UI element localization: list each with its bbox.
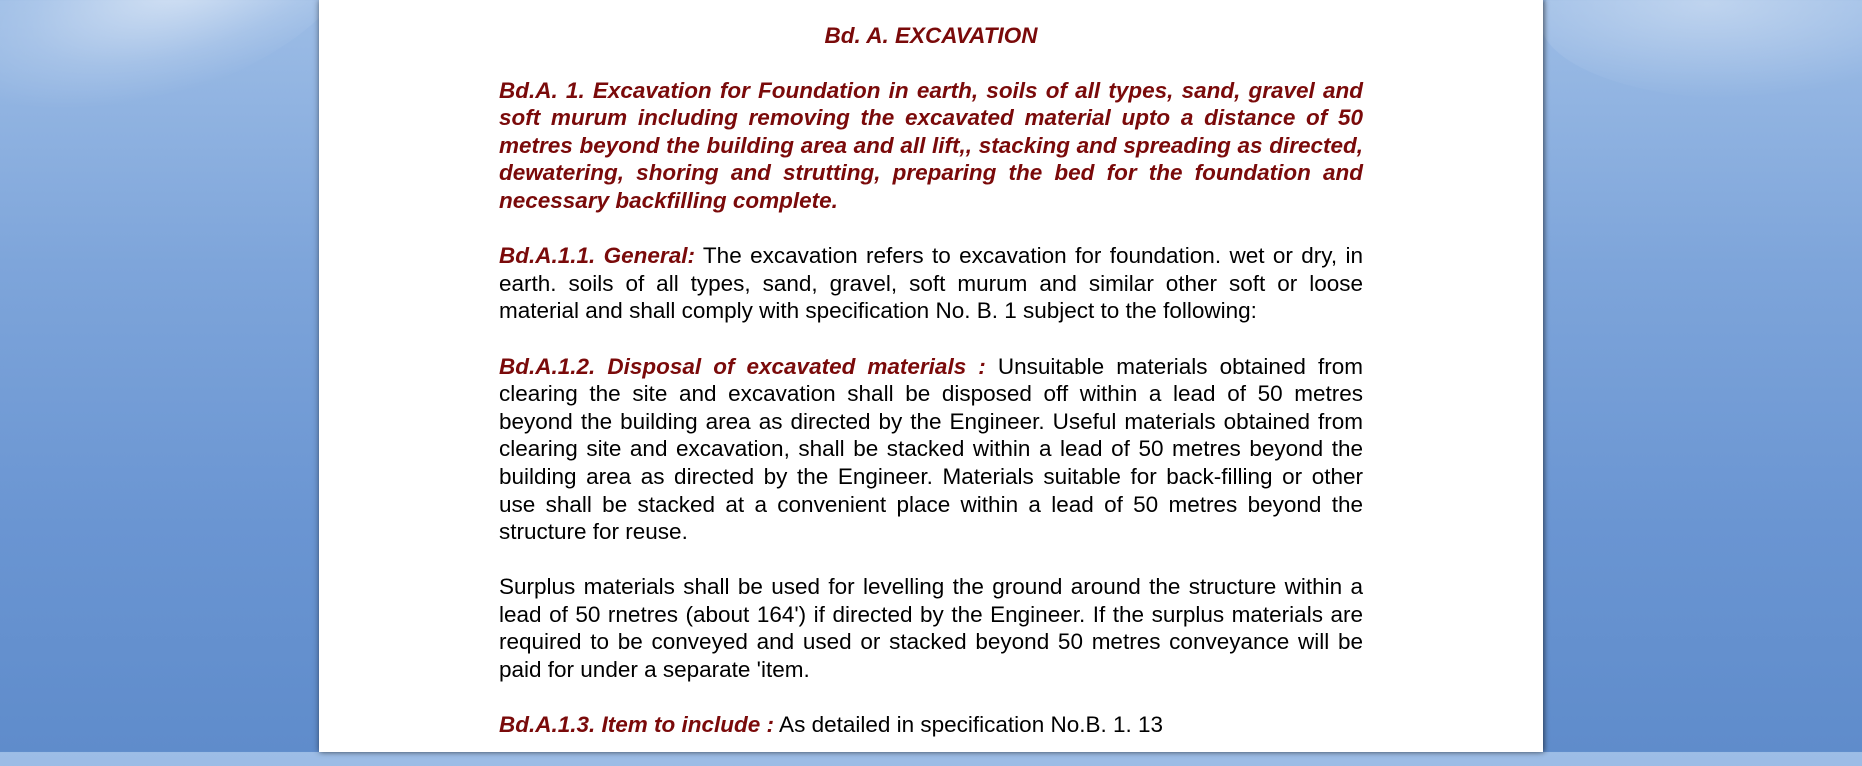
item-include-label: Bd.A.1.3. Item to include : — [499, 712, 775, 738]
general-label: Bd.A.1.1. General: — [499, 243, 695, 269]
disposal-text: Unsuitable materials obtained from clearing the site and excavation shall be disposed off within a lead of 50 metres beyond the building area as directed by the Engineer. Useful materials obtained from clearing site and excavation, shall be stacked within a lead of 50 metres beyond the building area as directed by the Engineer. Materials suitable for back-filling or other use shall be stacked at a convenient place within a lead of 50 metres beyond the structure for reuse. — [499, 353, 1363, 545]
surplus-paragraph: Surplus materials shall be used for levelling the ground around the structure within a lead of 50 rnetres (about 164') if directed by the Engineer. If the surplus materials are required to be conveyed and used or stacked beyond 50 metres conveyance will be paid for under a separate 'item. — [499, 574, 1363, 683]
disposal-paragraph — [499, 353, 1363, 546]
item-heading: Bd.A. 1. Excavation for Foundation in earth, soils of all types, sand, gravel and soft murum including removing the excavated material upto a distance of 50 metres beyond the building area and all lift,, stacking and spreading as directed, dewatering, shoring and strutting, preparing the bed for the foundation and necessary backfilling complete. — [499, 77, 1363, 213]
general-text: The excavation refers to excavation for foundation. wet or dry, in earth. soils of all types, sand, gravel, soft murum and similar other soft or loose material and shall comply with specification No. B. 1 subject to the following: — [499, 243, 1363, 324]
desktop-highlight-right — [1540, 0, 1862, 100]
item-include-paragraph — [499, 711, 1363, 739]
item-include-text: As detailed in specification No.B. 1. 13 — [774, 712, 1164, 738]
general-paragraph — [499, 242, 1363, 325]
section-title: Bd. A. EXCAVATION — [824, 23, 1038, 48]
document-page[interactable] — [319, 0, 1543, 752]
disposal-label: Bd.A.1.2. Disposal of excavated materials : — [499, 353, 986, 379]
document-body[interactable] — [499, 22, 1363, 766]
